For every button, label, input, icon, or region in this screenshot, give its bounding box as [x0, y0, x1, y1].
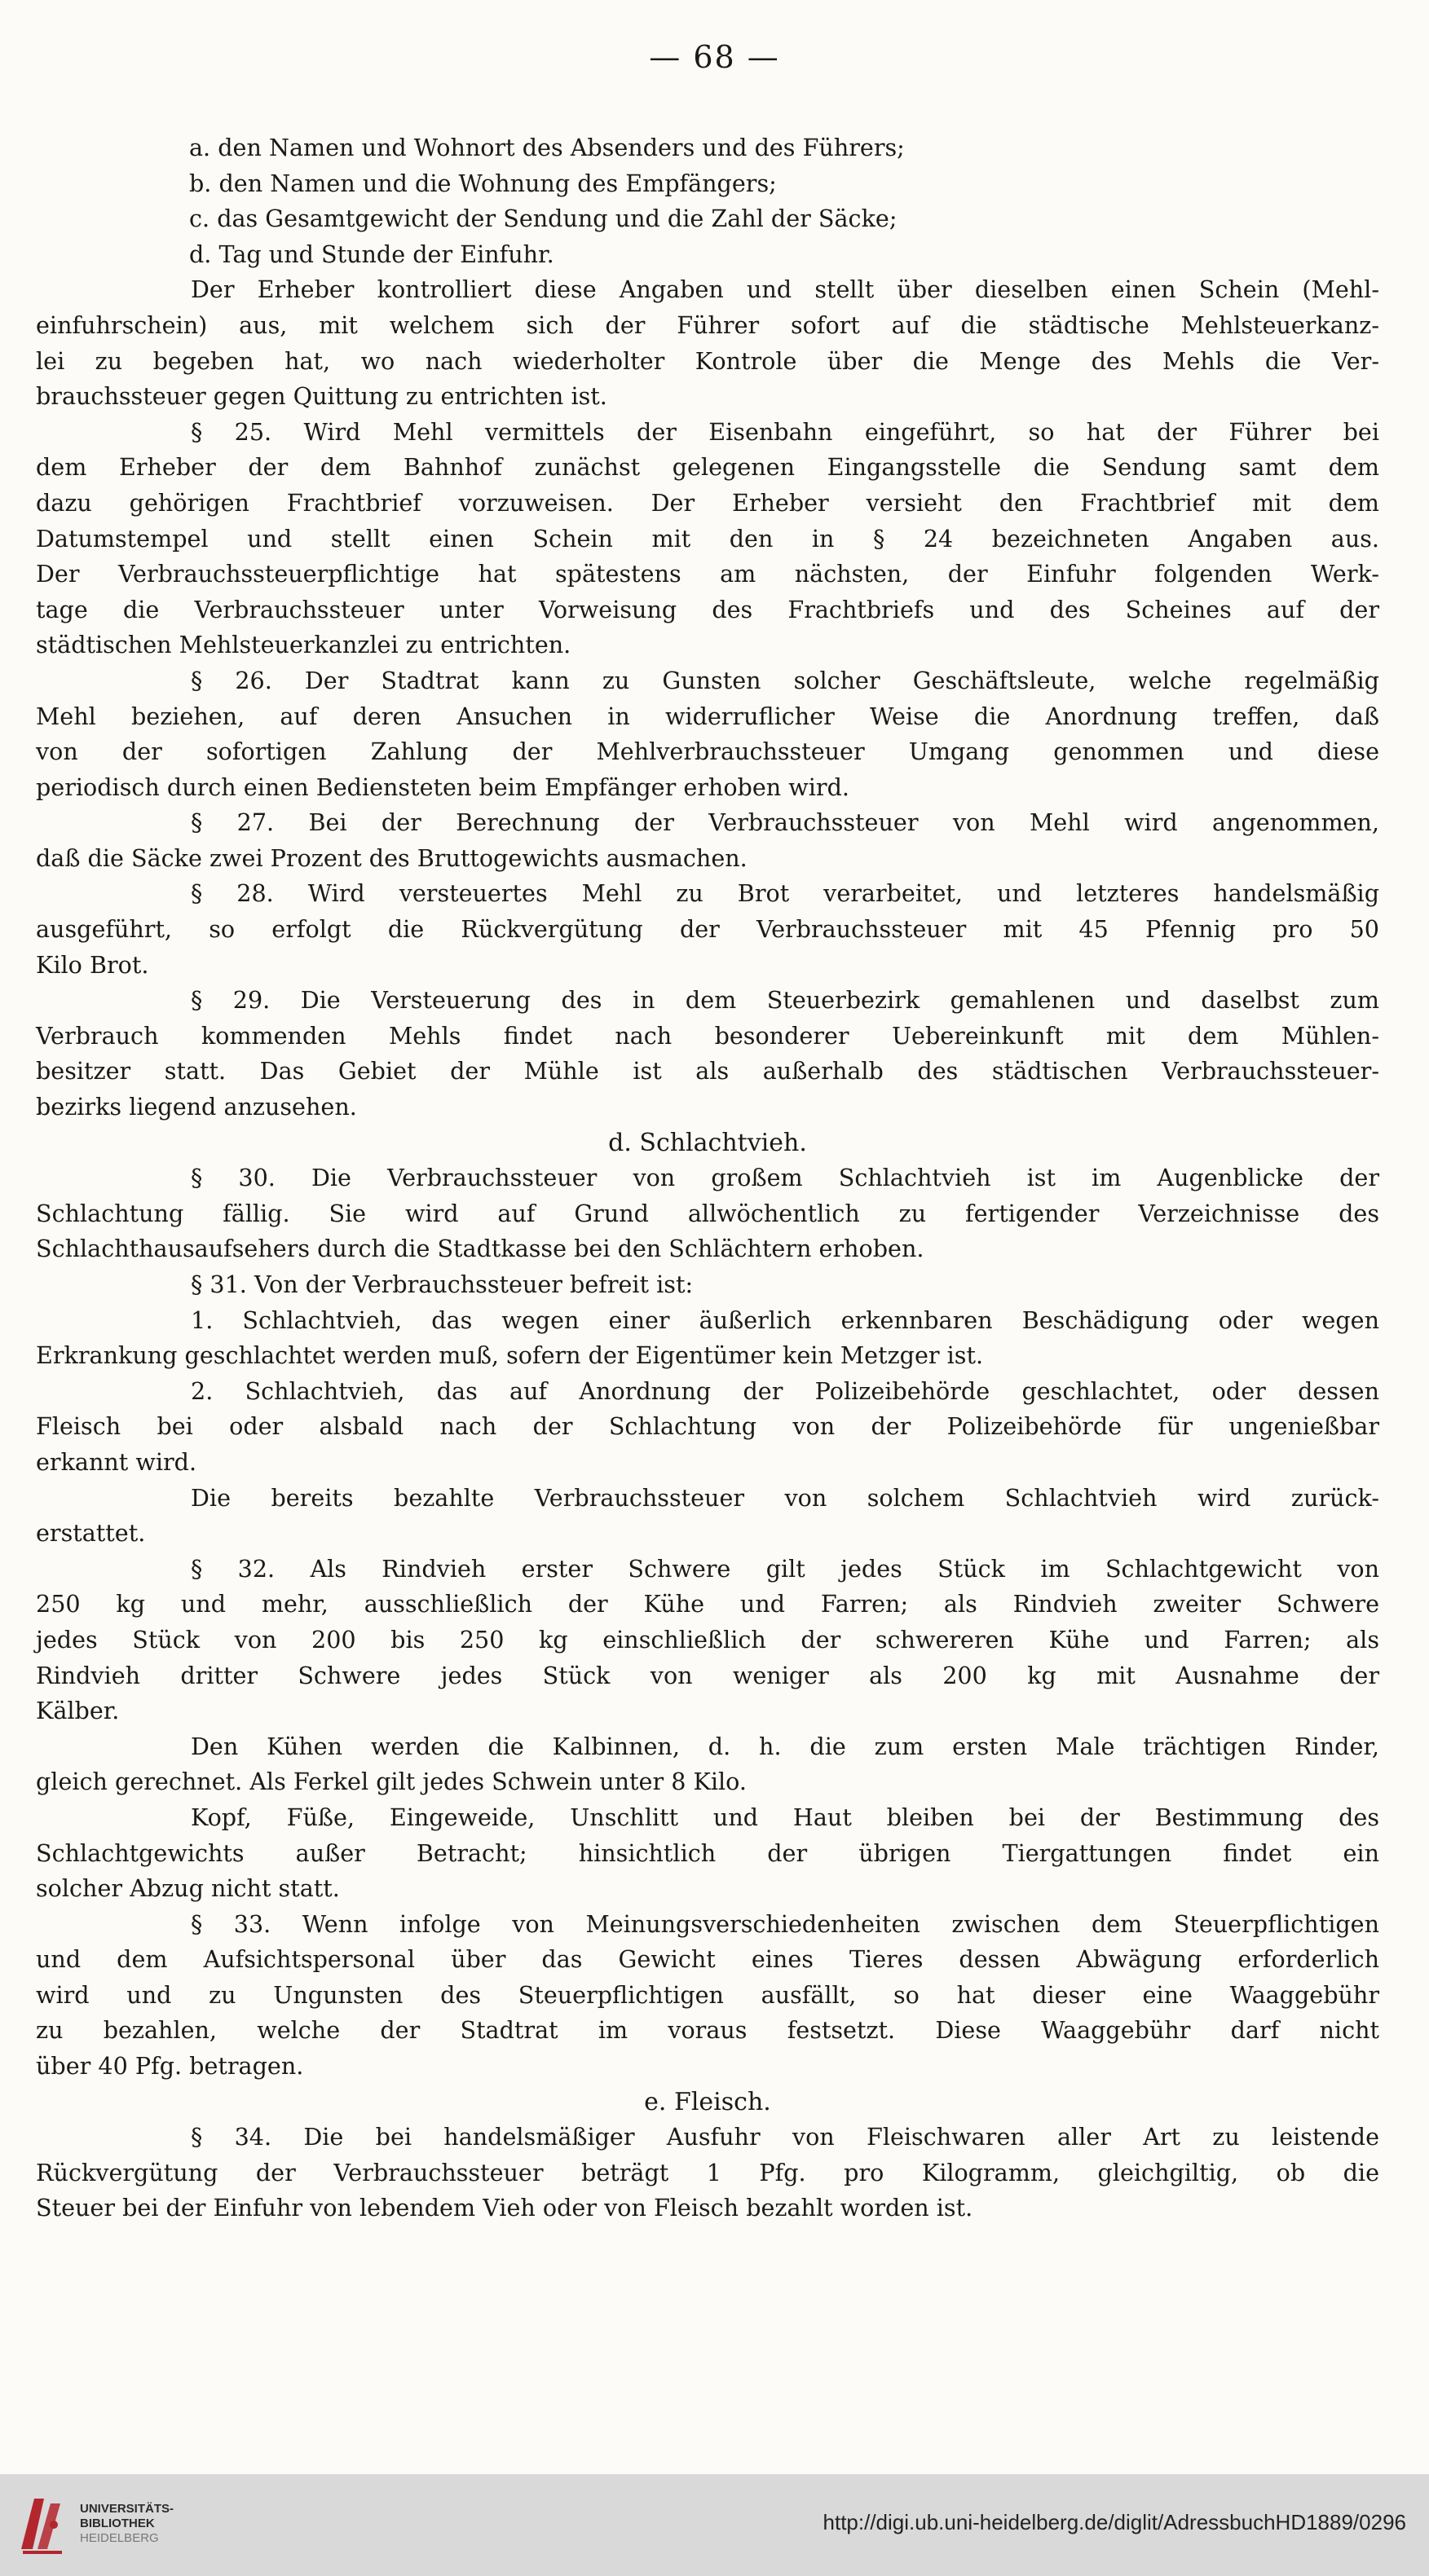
text-line: Kopf, Füße, Eingeweide, Unschlitt und Haut bleiben bei der Bestimmung des [191, 1803, 1379, 1831]
text-line: § 25. Wird Mehl vermittels der Eisenbahn eingeführt, so hat der Führer bei [191, 417, 1379, 446]
text-line: c. das Gesamtgewicht der Sendung und die Zahl der Säcke; [189, 205, 898, 233]
library-name-line-1: UNIVERSITÄTS- [80, 2502, 174, 2516]
text-line: Erkrankung geschlachtet werden muß, sofern der Eigentümer kein Metzger ist. [36, 1341, 984, 1370]
text-line: 1. Schlachtvieh, das wegen einer äußerlich erkennbaren Beschädigung oder wegen [191, 1306, 1379, 1334]
section-heading: d. Schlachtvieh. [608, 1128, 807, 1157]
text-line: brauchssteuer gegen Quittung zu entrichten ist. [36, 382, 607, 411]
text-line: Datumstempel und stellt einen Schein mit den in § 24 bezeichneten Angaben aus. [36, 524, 1379, 553]
text-line: jedes Stück von 200 bis 250 kg einschließlich der schwereren Kühe und Farren; als [36, 1625, 1379, 1653]
text-line: Rückvergütung der Verbrauchssteuer beträgt 1 Pfg. pro Kilogramm, gleichgiltig, ob die [36, 2158, 1379, 2186]
text-line: 2. Schlachtvieh, das auf Anordnung der Polizeibehörde geschlachtet, oder dessen [191, 1376, 1379, 1405]
text-line: 250 kg und mehr, ausschließlich der Kühe und Farren; als Rindvieh zweiter Schwere [36, 1590, 1379, 1618]
text-line: § 33. Wenn infolge von Meinungsverschiedenheiten zwischen dem Steuerpflichtigen [191, 1909, 1379, 1938]
text-line: a. den Namen und Wohnort des Absenders und des Führers; [189, 134, 905, 161]
text-line: § 27. Bei der Berechnung der Verbrauchssteuer von Mehl wird angenommen, [191, 808, 1379, 837]
text-line: Schlachtgewichts außer Betracht; hinsichtlich der übrigen Tiergattungen findet ein [36, 1838, 1379, 1867]
text-line: Der Verbrauchssteuerpflichtige hat spätestens am nächsten, der Einfuhr folgenden Werk- [36, 560, 1379, 588]
text-line: § 32. Als Rindvieh erster Schwere gilt jedes Stück im Schlachtgewicht von [191, 1554, 1379, 1583]
page-body-text [36, 130, 1379, 2226]
text-line: wird und zu Ungunsten des Steuerpflichtigen ausfällt, so hat dieser eine Waaggebühr [36, 1980, 1379, 2009]
text-line: Kilo Brot. [36, 950, 149, 979]
library-name [80, 2502, 174, 2546]
text-line: Den Kühen werden die Kalbinnen, d. h. die zum ersten Male trächtigen Rinder, [191, 1732, 1379, 1760]
text-line: von der sofortigen Zahlung der Mehlverbrauchssteuer Umgang genommen und diese [36, 738, 1379, 766]
text-line: § 28. Wird versteuertes Mehl zu Brot verarbeitet, und letzteres handelsmäßig [191, 879, 1379, 908]
text-line: Kälber. [36, 1697, 120, 1725]
text-line: lei zu begeben hat, wo nach wiederholter Kontrole über die Menge des Mehls die Ver- [36, 346, 1379, 375]
text-line: Fleisch bei oder alsbald nach der Schlachtung von der Polizeibehörde für ungenießbar [36, 1412, 1379, 1441]
text-line: b. den Namen und die Wohnung des Empfängers; [189, 169, 777, 197]
text-line: erstattet. [36, 1519, 146, 1548]
text-line: solcher Abzug nicht statt. [36, 1874, 340, 1903]
text-line: erkannt wird. [36, 1447, 197, 1476]
text-line: zu bezahlen, welche der Stadtrat im voraus festsetzt. Diese Waaggebühr darf nicht [36, 2016, 1379, 2045]
text-line: über 40 Pfg. betragen. [36, 2052, 304, 2081]
library-logo[interactable] [13, 2489, 192, 2562]
text-line: Schlachtung fällig. Sie wird auf Grund allwöchentlich zu fertigender Verzeichnisse des [36, 1199, 1379, 1227]
footer-bar [0, 2474, 1429, 2576]
text-line: dazu gehörigen Frachtbrief vorzuweisen. Der Erheber versieht den Frachtbrief mit dem [36, 488, 1379, 517]
library-seal-icon [16, 2492, 70, 2559]
text-line: daß die Säcke zwei Prozent des Bruttogewichts ausmachen. [36, 843, 748, 872]
source-url-link[interactable]: http://digi.ub.uni-heidelberg.de/diglit/AdressbuchHD1889/0296 [823, 2510, 1406, 2534]
library-name-line-2: BIBLIOTHEK [80, 2517, 155, 2530]
text-line: dem Erheber der dem Bahnhof zunächst gelegenen Eingangsstelle die Sendung samt dem [36, 453, 1379, 482]
text-line: Steuer bei der Einfuhr von lebendem Vieh oder von Fleisch bezahlt worden ist. [36, 2194, 973, 2222]
page-number: — 68 — [649, 39, 780, 75]
text-line: § 31. Von der Verbrauchssteuer befreit ist: [191, 1270, 694, 1298]
text-line: gleich gerechnet. Als Ferkel gilt jedes Schwein unter 8 Kilo. [36, 1768, 747, 1796]
text-line: Mehl beziehen, auf deren Ansuchen in widerruflicher Weise die Anordnung treffen, daß [36, 702, 1379, 730]
text-line: § 29. Die Versteuerung des in dem Steuerbezirk gemahlenen und daselbst zum [191, 986, 1379, 1015]
text-line: Verbrauch kommenden Mehls findet nach besonderer Uebereinkunft mit dem Mühlen- [36, 1021, 1379, 1050]
text-line: bezirks liegend anzusehen. [36, 1093, 357, 1121]
text-line: und dem Aufsichtspersonal über das Gewicht eines Tieres dessen Abwägung erforderlich [36, 1945, 1379, 1974]
text-line: ausgeführt, so erfolgt die Rückvergütung der Verbrauchssteuer mit 45 Pfennig pro 50 [36, 915, 1379, 944]
text-line: Der Erheber kontrolliert diese Angaben und stellt über dieselben einen Schein (Mehl- [191, 275, 1379, 304]
text-line: Rindvieh dritter Schwere jedes Stück von weniger als 200 kg mit Ausnahme der [36, 1661, 1379, 1689]
text-line: einfuhrschein) aus, mit welchem sich der Führer sofort auf die städtische Mehlsteuerkanz- [36, 310, 1379, 339]
text-line: § 26. Der Stadtrat kann zu Gunsten solcher Geschäftsleute, welche regelmäßig [191, 666, 1379, 694]
text-line: § 34. Die bei handelsmäßiger Ausfuhr von Fleischwaren aller Art zu leistende [191, 2123, 1379, 2151]
text-line: besitzer statt. Das Gebiet der Mühle ist als außerhalb des städtischen Verbrauchssteuer- [36, 1057, 1379, 1085]
text-line: Die bereits bezahlte Verbrauchssteuer von solchem Schlachtvieh wird zurück- [191, 1483, 1379, 1512]
text-line: d. Tag und Stunde der Einfuhr. [189, 240, 554, 268]
text-line: periodisch durch einen Bediensteten beim Empfänger erhoben wird. [36, 773, 849, 801]
text-line: städtischen Mehlsteuerkanzlei zu entrichten. [36, 631, 571, 659]
text-line: tage die Verbrauchssteuer unter Vorweisung des Frachtbriefs und des Scheines auf der [36, 595, 1379, 623]
library-name-line-3: HEIDELBERG [80, 2531, 159, 2545]
text-line: Schlachthausaufsehers durch die Stadtkasse bei den Schlächtern erhoben. [36, 1235, 924, 1263]
text-line: § 30. Die Verbrauchssteuer von großem Schlachtvieh ist im Augenblicke der [191, 1164, 1379, 1192]
section-heading: e. Fleisch. [644, 2087, 771, 2116]
